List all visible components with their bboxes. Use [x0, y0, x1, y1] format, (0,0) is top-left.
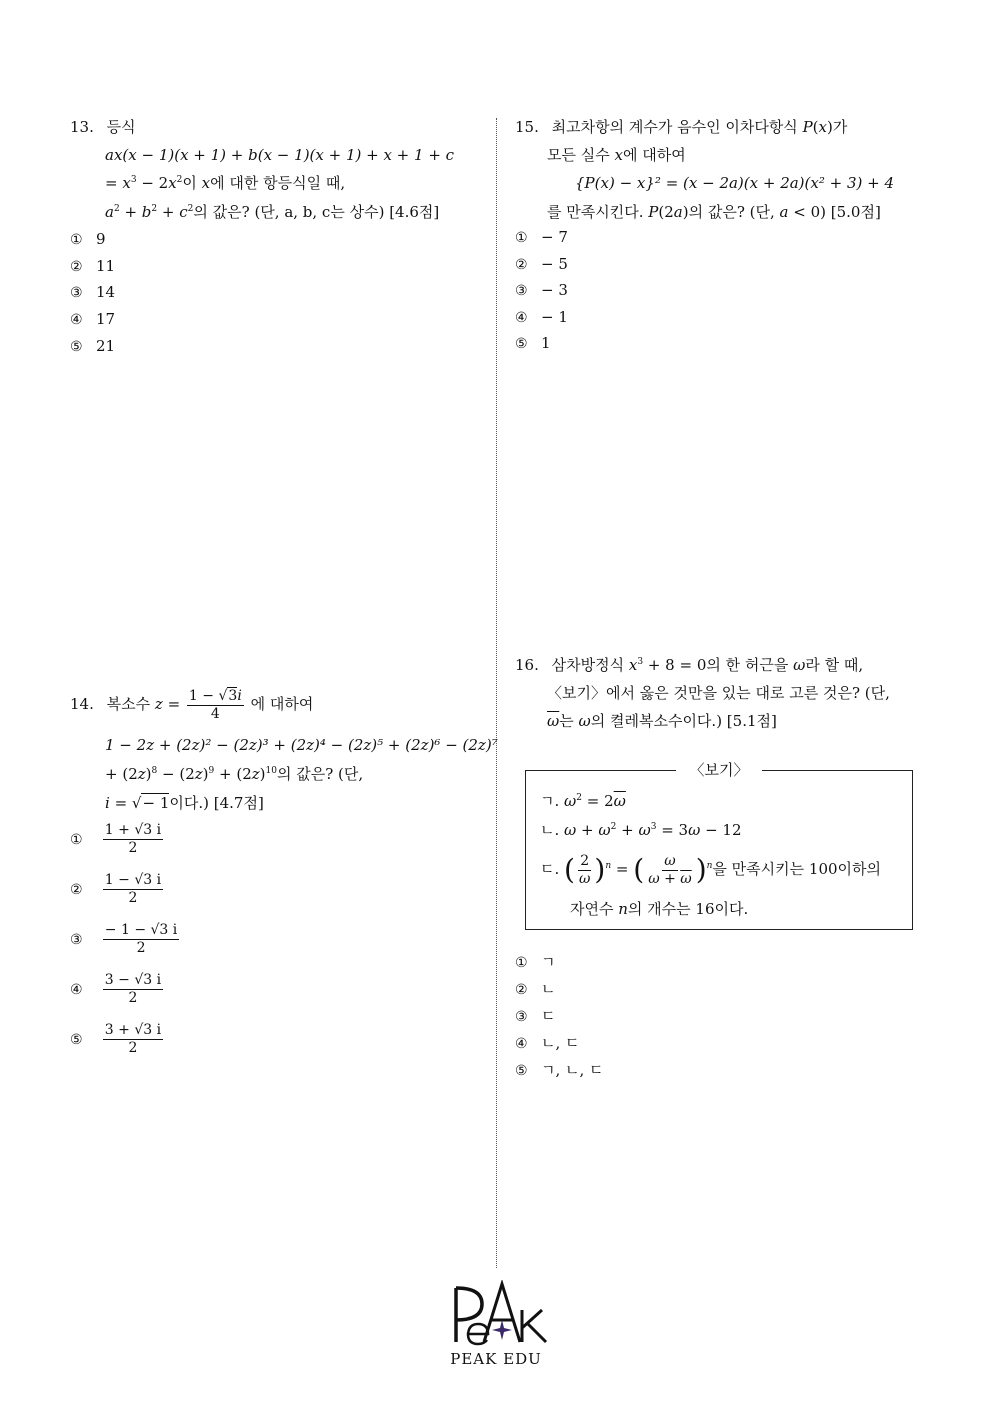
q14-expr-line1: 1 − 2z + (2z)² − (2z)³ + (2z)⁴ − (2z)⁵ + (2z)⁶ − (2z)⁷	[105, 736, 498, 754]
q14-line2-tail: 의 값은? (단,	[276, 765, 364, 783]
bogi-item-c-line2: 자연수 n의 개수는 16이다.	[570, 900, 749, 918]
q13-header	[70, 117, 136, 137]
q14-choice-1[interactable]: ① $\frac{1 + √3 i}{2}$	[70, 822, 162, 856]
q16-choice-3[interactable]: ③ ㄷ	[515, 1007, 556, 1025]
bogi-item-a: ㄱ. $\omega^2 = 2\overline{\omega}$	[540, 792, 626, 810]
q15-choice-5[interactable]: ⑤ 1	[515, 334, 551, 352]
q13-expr-line1: ax(x − 1)(x + 1) + b(x − 1)(x + 1) + x + 1 + c	[105, 146, 455, 164]
q14-choice-2[interactable]: ② $\frac{1 - √3 i}{2}$	[70, 872, 162, 906]
q16-choice-5[interactable]: ⑤ ㄱ, ㄴ, ㄷ	[515, 1061, 604, 1079]
q14-title: 복소수	[106, 695, 151, 713]
q13-line2-tail: 에 대한 항등식일 때,	[210, 174, 346, 192]
q14-z-fraction: $\frac{1 - √3i}{4}$	[188, 687, 242, 722]
q14-expr-line2: + $(2z)^8 - (2z)^9 + (2z)^{10}$의 값은? (단,	[105, 765, 364, 783]
q15-choice-3[interactable]: ③ − 3	[515, 281, 568, 299]
q14-expr-line3: i = √− 1이다.) [4.7점]	[105, 794, 264, 812]
q15-choice-4[interactable]: ④ − 1	[515, 308, 568, 326]
q15-choice-2[interactable]: ② − 5	[515, 255, 568, 273]
q15-line4: 를 만족시킨다. P(2a)의 값은? (단, a < 0) [5.0점]	[547, 203, 881, 221]
q14-number: 14.	[70, 695, 94, 713]
q13-choice-4[interactable]: ④ 17	[70, 310, 116, 328]
bogi-title: 〈보기〉	[526, 759, 912, 780]
q16-line2: 〈보기〉에서 옳은 것만을 있는 대로 고른 것은? (단,	[547, 684, 890, 702]
q13-expr-line2: = $x^3 - 2x^2$이 x에 대한 항등식일 때,	[105, 174, 346, 192]
bogi-box	[525, 761, 913, 930]
q13-line3-tail: 의 값은? (단, a, b, c는 상수) [4.6점]	[193, 203, 440, 221]
q15-line2: 모든 실수 x에 대하여	[547, 146, 686, 164]
q14-title-tail: 에 대하여	[250, 695, 314, 713]
q14-line3-tail: 이다.) [4.7점]	[169, 794, 264, 812]
q15-number: 15.	[515, 118, 539, 136]
q13-title: 등식	[106, 118, 136, 136]
q16-line1: 16. 삼차방정식 $x^3 + 8 = 0$의 한 허근을 ω라 할 때,	[515, 656, 864, 674]
q14-choice-4[interactable]: ④ $\frac{3 - √3 i}{2}$	[70, 972, 162, 1006]
q15-choice-1[interactable]: ① − 7	[515, 228, 568, 246]
q13-number: 13.	[70, 118, 94, 136]
q16-number: 16.	[515, 656, 539, 674]
q14-header: 14. 복소수 z = $\frac{1 - √3i}{4}$ 에 대하여	[70, 687, 314, 722]
q15-line1: 15. 최고차항의 계수가 음수인 이차다항식 P(x)가	[515, 118, 848, 136]
q16-choice-4[interactable]: ④ ㄴ, ㄷ	[515, 1034, 580, 1052]
column-divider	[496, 118, 497, 1268]
q13-choice-2[interactable]: ② 11	[70, 257, 116, 275]
q16-choice-1[interactable]: ① ㄱ	[515, 953, 556, 971]
bogi-item-c: ㄷ. ( $\frac{2}{\omega}$ )$^n$ = ( $\frac{\omega}{\omega + \overline{\omega}}$ )$^n$을 만족시키는 100이하의	[540, 852, 881, 887]
q14-choice-3[interactable]: ③ $\frac{- 1 - √3 i}{2}$	[70, 922, 178, 956]
q16-choice-2[interactable]: ② ㄴ	[515, 980, 556, 998]
q13-choice-3[interactable]: ③ 14	[70, 283, 116, 301]
q14-choice-5[interactable]: ⑤ $\frac{3 + √3 i}{2}$	[70, 1022, 162, 1056]
q15-expr: {P(x) − x}² = (x − 2a)(x + 2a)(x² + 3) + 4	[575, 174, 895, 192]
bogi-item-b: ㄴ. $\omega + \omega^2 + \omega^3 = 3\omega - 12$	[540, 821, 742, 839]
logo-text: PEAK EDU	[450, 1350, 542, 1368]
q13-expr-line3: $a^2 + b^2 + c^2$의 값은? (단, a, b, c는 상수) [4.6점]	[105, 203, 440, 221]
q13-choice-1[interactable]: ① 9	[70, 230, 106, 248]
q13-choice-5[interactable]: ⑤ 21	[70, 337, 116, 355]
q16-line3: $\overline{\omega}$는 ω의 켤레복소수이다.) [5.1점]	[547, 712, 777, 730]
